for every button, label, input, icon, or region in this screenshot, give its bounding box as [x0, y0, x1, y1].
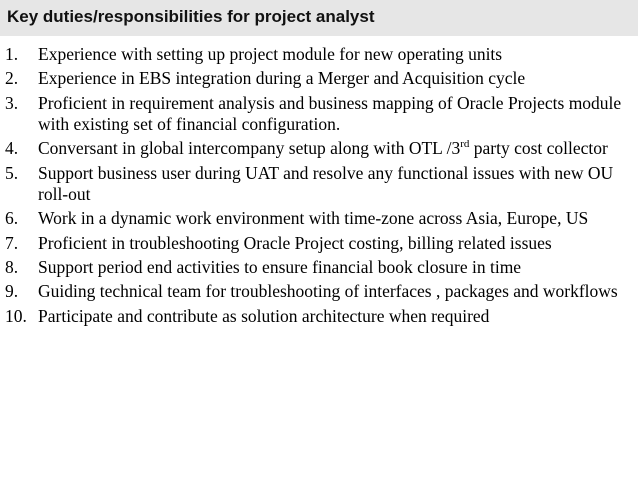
title-bar — [0, 0, 638, 36]
item-text: Support period end activities to ensure financial book closure in time — [38, 257, 522, 278]
item-text-superscript: rd — [460, 138, 470, 151]
item-number: 4. — [5, 138, 19, 159]
item-text: Work in a dynamic work environment with time-zone across Asia, Europe, US — [38, 208, 589, 229]
item-text: Experience with setting up project module for new operating units — [38, 44, 503, 64]
item-text — [38, 138, 608, 158]
item-text: Support business user during UAT and resolve any functional issues with new OU roll-out — [38, 162, 614, 205]
item-text: Participate and contribute as solution architecture when required — [38, 305, 490, 326]
item-text-after: party cost collector — [469, 138, 608, 159]
item-number: 10. — [5, 305, 27, 326]
item-text: Proficient in troubleshooting Oracle Project costing, billing related issues — [38, 232, 552, 253]
list-item — [0, 306, 638, 328]
item-number: 2. — [5, 68, 19, 89]
duties-list — [0, 44, 638, 330]
item-number: 5. — [5, 162, 19, 183]
list-item — [0, 68, 638, 90]
list-item — [0, 163, 638, 206]
item-number: 6. — [5, 208, 19, 229]
item-text: Guiding technical team for troubleshooting of interfaces , packages and workflows — [38, 281, 618, 302]
page-title: Key duties/responsibilities for project analyst — [7, 7, 375, 26]
list-item — [0, 44, 638, 66]
item-text: Proficient in requirement analysis and business mapping of Oracle Projects module with existing set of financial configuration. — [38, 92, 622, 135]
list-item — [0, 257, 638, 279]
list-item — [0, 138, 638, 160]
item-text: Experience in EBS integration during a Merger and Acquisition cycle — [38, 68, 526, 89]
item-number: 3. — [5, 92, 19, 113]
item-number: 8. — [5, 257, 19, 278]
item-text-before: Conversant in global intercompany setup along with OTL /3 — [38, 138, 461, 159]
item-number: 7. — [5, 232, 19, 253]
list-item — [0, 93, 638, 136]
list-item — [0, 233, 638, 255]
list-item — [0, 281, 638, 303]
item-number: 1. — [5, 44, 19, 64]
item-number: 9. — [5, 281, 19, 302]
list-item — [0, 208, 638, 230]
